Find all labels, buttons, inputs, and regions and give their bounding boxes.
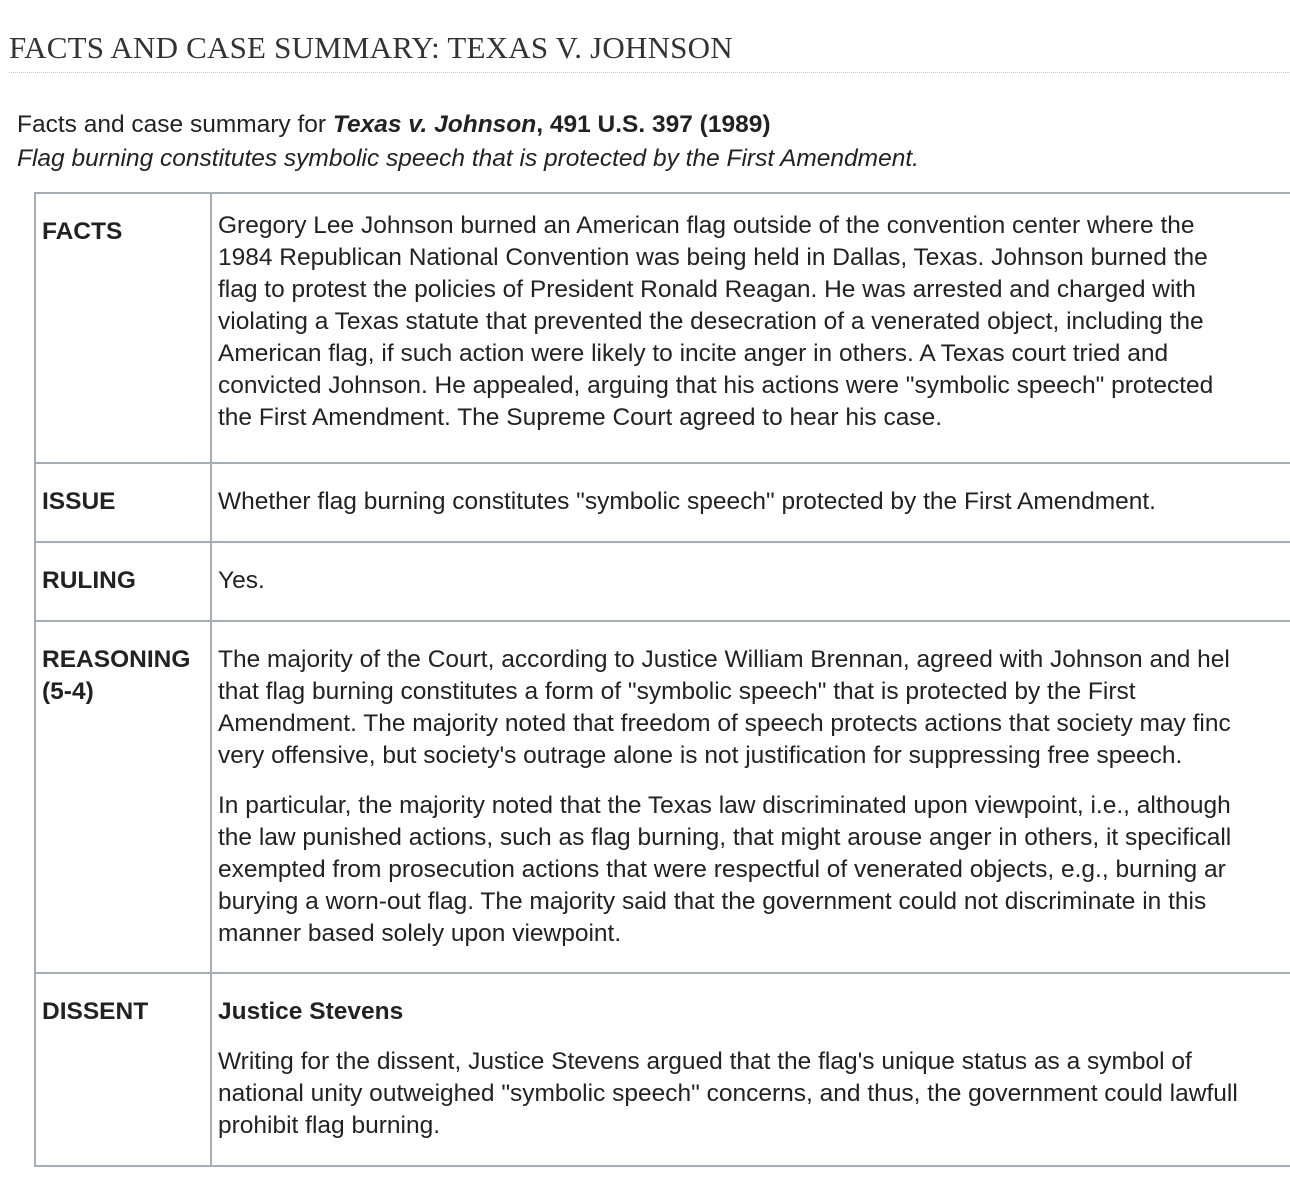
issue-text: Whether flag burning constitutes "symbolic speech" protected by the First Amendment. — [218, 488, 1156, 515]
case-citation-line — [17, 108, 1287, 142]
issue-content — [211, 463, 1290, 542]
facts-text — [218, 210, 1290, 434]
reasoning-label-vote: (5-4) — [42, 678, 94, 705]
dissent-justice: Justice Stevens — [218, 998, 404, 1025]
facts-line: 1984 Republican National Convention was being held in Dallas, Texas. Johnson burned the — [218, 244, 1208, 271]
issue-label: ISSUE — [35, 463, 211, 542]
page-title: FACTS AND CASE SUMMARY: TEXAS V. JOHNSON — [9, 30, 1290, 73]
reasoning-paragraph-2 — [218, 790, 1290, 950]
reasoning-line: Amendment. The majority noted that freedom of speech protects actions that society may finc — [218, 710, 1231, 737]
facts-content — [211, 193, 1290, 463]
table-row-reasoning — [35, 621, 1290, 973]
reasoning-line: burying a worn-out flag. The majority said that the government could not discriminate in this — [218, 888, 1207, 915]
facts-line: convicted Johnson. He appealed, arguing that his actions were "symbolic speech" protected — [218, 372, 1214, 399]
reasoning-line: In particular, the majority noted that the Texas law discriminated upon viewpoint, i.e., although — [218, 792, 1231, 819]
table-row-facts — [35, 193, 1290, 463]
intro-prefix: Facts and case summary for — [17, 111, 333, 138]
reasoning-line: very offensive, but society's outrage alone is not justification for suppressing free speech. — [218, 742, 1183, 769]
reasoning-line: manner based solely upon viewpoint. — [218, 920, 622, 947]
facts-line: violating a Texas statute that prevented the desecration of a venerated object, including the — [218, 308, 1204, 335]
case-intro — [17, 108, 1287, 176]
reasoning-line: the law punished actions, such as flag burning, that might arouse anger in others, it specificall — [218, 824, 1232, 851]
dissent-content — [211, 973, 1290, 1166]
reasoning-content — [211, 621, 1290, 973]
facts-line: Gregory Lee Johnson burned an American flag outside of the convention center where the — [218, 212, 1195, 239]
dissent-line: prohibit flag burning. — [218, 1112, 441, 1139]
reasoning-line: that flag burning constitutes a form of "symbolic speech" that is protected by the First — [218, 678, 1136, 705]
case-holding: Flag burning constitutes symbolic speech that is protected by the First Amendment. — [17, 145, 919, 172]
reasoning-label-title: REASONING — [42, 646, 191, 673]
reasoning-label — [35, 621, 211, 973]
dissent-line: Writing for the dissent, Justice Stevens argued that the flag's unique status as a symbol of — [218, 1048, 1192, 1075]
table-row-dissent — [35, 973, 1290, 1166]
ruling-label: RULING — [35, 542, 211, 621]
dissent-text — [218, 1046, 1290, 1142]
dissent-line: national unity outweighed "symbolic speech" concerns, and thus, the government could lawfull — [218, 1080, 1238, 1107]
ruling-text: Yes. — [218, 567, 265, 594]
reasoning-line: The majority of the Court, according to Justice William Brennan, agreed with Johnson and hel — [218, 646, 1230, 673]
ruling-content — [211, 542, 1290, 621]
case-summary-table — [34, 192, 1290, 1167]
reasoning-line: exempted from prosecution actions that were respectful of venerated objects, e.g., burning ar — [218, 856, 1226, 883]
facts-line: American flag, if such action were likely to incite anger in others. A Texas court tried and — [218, 340, 1169, 367]
facts-label: FACTS — [35, 193, 211, 463]
facts-line: the First Amendment. The Supreme Court agreed to hear his case. — [218, 404, 943, 431]
table-row-ruling — [35, 542, 1290, 621]
case-name: Texas v. Johnson — [332, 111, 537, 138]
dissent-label: DISSENT — [35, 973, 211, 1166]
case-citation: , 491 U.S. 397 (1989) — [536, 111, 771, 138]
reasoning-paragraph-1 — [218, 644, 1290, 772]
facts-line: flag to protest the policies of President Ronald Reagan. He was arrested and charged with — [218, 276, 1196, 303]
table-row-issue — [35, 463, 1290, 542]
